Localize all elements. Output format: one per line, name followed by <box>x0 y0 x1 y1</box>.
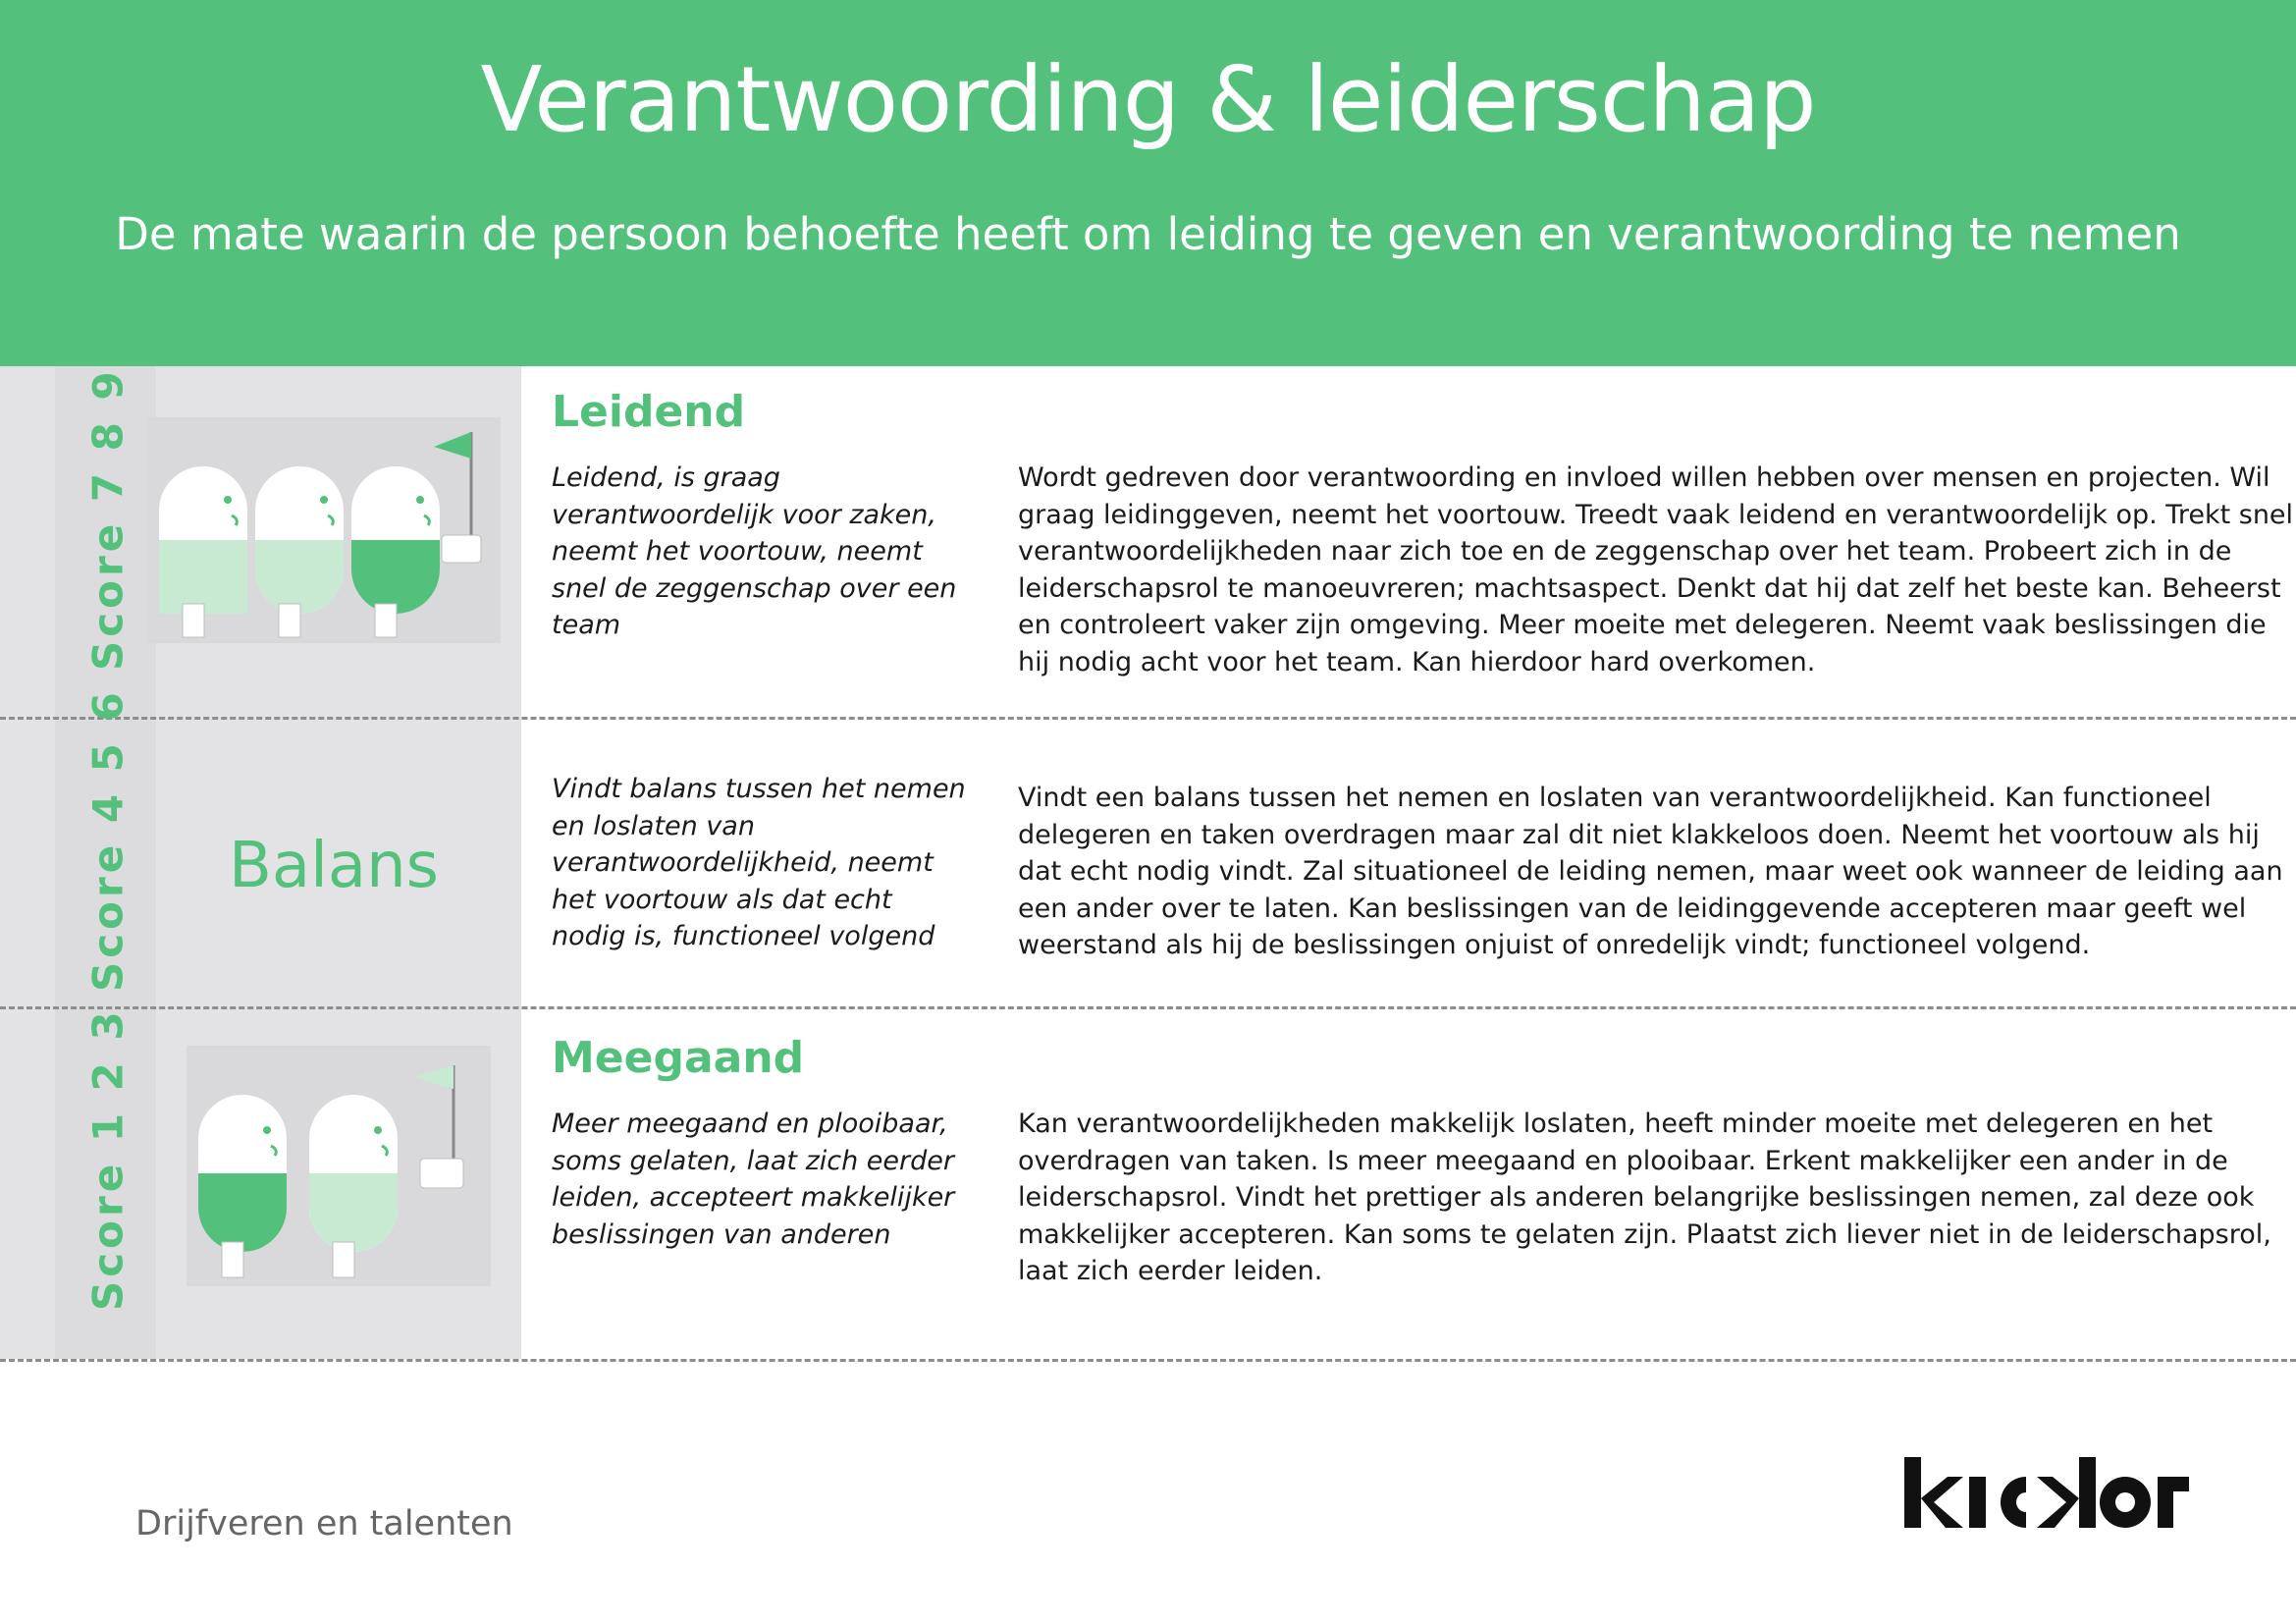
page-subtitle: De mate waarin de persoon behoefte heeft om leiding te geven en verantwoording te nemen <box>115 208 2181 260</box>
score-label-low: Score 1 2 3 <box>83 1007 133 1311</box>
description-balans: Vindt een balans tussen het nemen en loslaten van verantwoordelijkheid. Kan functioneel delegeren en taken overdragen maar zal dit niet klakkeloos doen. Neemt het voortouw als hij dat echt nodig vindt. Zal situationeel de leiding nemen, maar weet ook wanneer de leiding aan een ander over te laten. Kan beslissingen van de leidinggevende accepteren maar geeft wel weerstand als hij de beslissingen onjuist of onredelijk vindt; functioneel volgend. <box>1018 783 2283 960</box>
footer-label: Drijfveren en talenten <box>135 1504 513 1543</box>
balans-label: Balans <box>228 830 440 902</box>
description-meegaand: Kan verantwoordelijkheden makkelijk loslaten, heeft minder moeite met delegeren en het overdragen van taken. Is meer meegaand en plooibaar. Erkent makkelijker een ander in de leiderschapsrol. Vindt het prettiger als anderen belangrijke beslissingen nemen, zal deze ook makkelijker accepteren. Kan soms te gelaten zijn. Plaatst zich liever niet in de leiderschapsrol, laat zich eerder leiden. <box>1018 1109 2271 1286</box>
summary-leidend: Leidend, is graag verantwoordelijk voor zaken, neemt het voortouw, neemt snel de zeggenschap over een team <box>552 462 957 640</box>
kickor-logo-icon <box>1904 1455 2189 1543</box>
description-leidend: Wordt gedreven door verantwoording en invloed willen hebben over mensen en projecten. Wil graag leidinggeven, neemt het voortouw. Treedt vaak leidend en verantwoordelijk op. Trekt snel verantwoordelijkheden naar zich toe en de zeggenschap over het team. Probeert zich in de leiderschapsrol te manoeuvreren; machtsaspect. Denkt dat hij dat zelf het beste kan. Beheerst en controleert vaker zijn omgeving. Meer moeite met delegeren. Neemt vaak beslissingen die hij nodig acht voor het team. Kan hierdoor hard overkomen. <box>1018 462 2294 677</box>
three-figures-flag-icon <box>147 417 501 643</box>
score-label-high: Score 7 8 9 <box>83 367 133 671</box>
score-label-mid: Score 4 5 6 <box>83 688 133 992</box>
divider <box>0 717 2296 720</box>
section-title-leidend: Leidend <box>552 387 746 437</box>
header-banner <box>0 0 2296 366</box>
divider <box>0 1006 2296 1009</box>
divider <box>0 1359 2296 1362</box>
section-title-meegaand: Meegaand <box>552 1033 805 1083</box>
summary-meegaand: Meer meegaand en plooibaar, soms gelaten, laat zich eerder leiden, accepteert makkelijker beslissingen van anderen <box>552 1109 955 1250</box>
summary-balans: Vindt balans tussen het nemen en loslaten van verantwoordelijkheid, neemt het voortouw als dat echt nodig is, functioneel volgend <box>552 774 966 951</box>
page-title: Verantwoording & leiderschap <box>480 47 1816 152</box>
two-figures-flag-icon <box>187 1046 491 1286</box>
